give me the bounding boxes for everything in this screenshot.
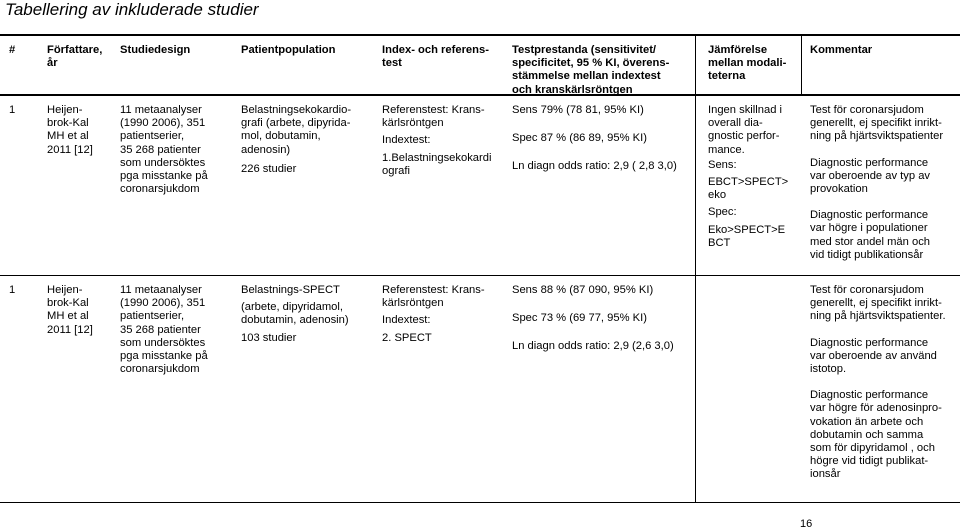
header-population: Patientpopulation (241, 44, 336, 56)
row1-performance: Sens 79% (78 81, 95% KI) Spec 87 % (86 89, 95% KI) Ln diagn odds ratio: 2,9 ( 2,8 3,0) (512, 104, 677, 173)
header-num: # (9, 44, 16, 56)
col-divider (801, 34, 802, 95)
row-divider (0, 275, 960, 276)
row1-author: Heijen- brok-Kal MH et al 2011 [12] (47, 104, 93, 156)
row1-population: Belastningsekokardio- grafi (arbete, dipyrida- mol, dobutamin, adenosin) 226 studier (241, 104, 352, 175)
row2-design: 11 metaanalyser (1990 2006), 351 patientserier, 35 268 patienter som undersöktes pga misstanke på coronarsjukdom (120, 284, 208, 376)
row1-comparison: Ingen skillnad i overall dia- gnostic perfor- mance. Sens: EBCT>SPECT> eko Spec: Eko>SPECT>E BCT (708, 104, 789, 249)
header-comparison: Jämförelse mellan modali- teterna (708, 44, 787, 83)
row2-index: Referenstest: Krans- kärlsröntgen Indextest: 2. SPECT (382, 284, 485, 344)
row1-num: 1 (9, 104, 16, 116)
header-design: Studiedesign (120, 44, 191, 56)
page-title: Tabellering av inkluderade studier (5, 0, 259, 19)
row1-comment: Test för coronarsjudom generellt, ej specifikt inrikt- ning på hjärtsviktspatienter Diagnostic performance var oberoende av typ av provokation Diagnostic performance var högre i populationer med stor andel män och vid tidigt publikationsår (810, 104, 944, 261)
row2-num: 1 (9, 284, 16, 296)
row2-author: Heijen- brok-Kal MH et al 2011 [12] (47, 284, 93, 336)
header-index: Index- och referens- test (382, 44, 489, 70)
header-performance: Testprestanda (sensitivitet/ specificitet, 95 % KI, överens- stämmelse mellan indextest och kranskärlsröntgen (512, 44, 670, 96)
col-divider (695, 34, 696, 503)
row2-performance: Sens 88 % (87 090, 95% KI) Spec 73 % (69 77, 95% KI) Ln diagn odds ratio: 2,9 (2,6 3,0) (512, 284, 674, 353)
row1-design: 11 metaanalyser (1990 2006), 351 patientserier, 35 268 patienter som undersöktes pga misstanke på coronarsjukdom (120, 104, 208, 196)
row2-comment: Test för coronarsjudom generellt, ej specifikt inrikt- ning på hjärtsviktspatienter. Diagnostic performance var oberoende av använd istotop. Diagnostic performance var högre för adenosinpro- vokation än arbete och dobutamin och samma som för dipyridamol , och högre vid tidigt publikat- ionsår (810, 284, 946, 481)
page-number: 16 (800, 518, 813, 530)
row2-population: Belastnings-SPECT (arbete, dipyridamol, dobutamin, adenosin) 103 studier (241, 284, 349, 344)
table-bottom-border (0, 502, 960, 503)
header-comment: Kommentar (810, 44, 873, 56)
row1-index: Referenstest: Krans- kärlsröntgen Indextest: 1.Belastningsekokardi ografi (382, 104, 492, 177)
header-bottom-border (0, 94, 960, 96)
header-author: Författare, år (47, 44, 103, 70)
table-top-border (0, 34, 960, 36)
